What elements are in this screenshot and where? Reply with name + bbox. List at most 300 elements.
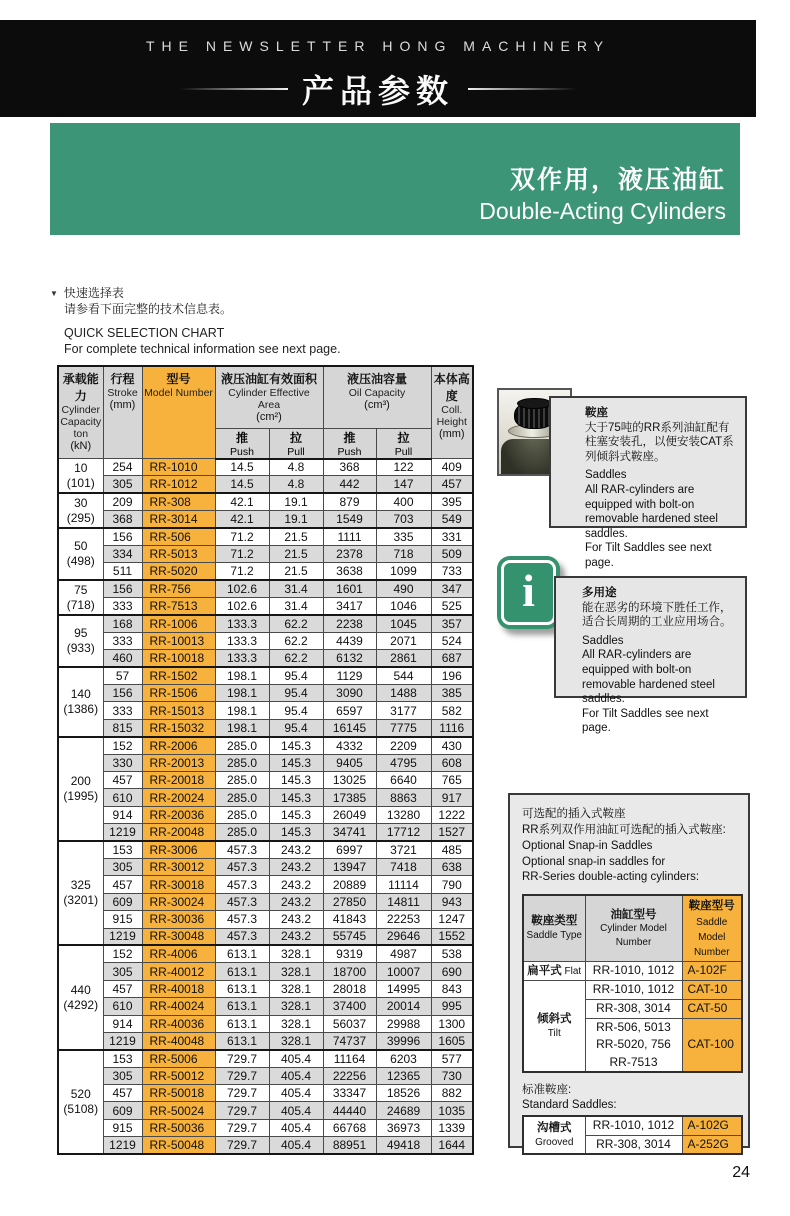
pull-oil-cell: 29646 xyxy=(376,928,431,945)
height-cell: 430 xyxy=(431,737,473,754)
table-row xyxy=(58,511,473,528)
col-header-effective-area: 液压油缸有效面积 Cylinder Effective Area (cm²) xyxy=(215,366,323,428)
pull-area-cell: 145.3 xyxy=(269,754,323,771)
saddle-model-cell: CAT-10 xyxy=(682,981,742,1000)
height-cell: 843 xyxy=(431,980,473,997)
pull-area-cell: 19.1 xyxy=(269,493,323,510)
height-cell: 357 xyxy=(431,615,473,632)
pull-oil-cell: 1488 xyxy=(376,685,431,702)
push-oil-cell: 26049 xyxy=(323,806,376,823)
stroke-cell: 460 xyxy=(103,650,142,667)
pull-area-cell: 145.3 xyxy=(269,824,323,841)
table-row xyxy=(58,667,473,684)
pull-oil-cell: 10007 xyxy=(376,963,431,980)
pull-oil-cell: 4987 xyxy=(376,945,431,962)
pull-oil-cell: 703 xyxy=(376,511,431,528)
height-cell: 790 xyxy=(431,876,473,893)
push-area-cell: 102.6 xyxy=(215,598,269,615)
table-row xyxy=(58,615,473,632)
capacity-cell: 95 (933) xyxy=(58,615,103,667)
model-cell: RR-10013 xyxy=(142,632,215,649)
height-cell: 1247 xyxy=(431,911,473,928)
capacity-cell: 30 (295) xyxy=(58,493,103,528)
pull-oil-cell: 36973 xyxy=(376,1119,431,1136)
model-cell: RR-3014 xyxy=(142,511,215,528)
push-area-cell: 14.5 xyxy=(215,476,269,493)
subheader-area-pull: 拉 Pull xyxy=(269,428,323,459)
push-oil-cell: 37400 xyxy=(323,998,376,1015)
saddle-type-header: 鞍座类型 Saddle Type xyxy=(523,895,585,961)
hero-title-zh: 双作用，液压油缸 xyxy=(509,166,726,194)
model-cell: RR-50036 xyxy=(142,1119,215,1136)
height-cell: 1552 xyxy=(431,928,473,945)
pull-area-cell: 328.1 xyxy=(269,945,323,962)
push-area-cell: 198.1 xyxy=(215,685,269,702)
stroke-cell: 153 xyxy=(103,1050,142,1067)
intro-line-zh: 请参看下面完整的技术信息表。 xyxy=(64,301,233,316)
pull-area-cell: 405.4 xyxy=(269,1137,323,1154)
push-area-cell: 457.3 xyxy=(215,876,269,893)
pull-oil-cell: 4795 xyxy=(376,754,431,771)
saddle-type-cell: 扁平式 Flat xyxy=(523,962,585,981)
standard-saddle-table xyxy=(522,1115,743,1155)
push-oil-cell: 18700 xyxy=(323,963,376,980)
push-oil-cell: 34741 xyxy=(323,824,376,841)
pull-oil-cell: 14811 xyxy=(376,893,431,910)
model-cell: RR-40048 xyxy=(142,1032,215,1049)
stroke-cell: 915 xyxy=(103,1119,142,1136)
table-row xyxy=(58,1119,473,1136)
push-oil-cell: 33347 xyxy=(323,1085,376,1102)
model-cell: RR-2006 xyxy=(142,737,215,754)
table-row xyxy=(58,1137,473,1154)
info-body-zh: 能在恶劣的环境下胜任工作，适合长周期的工业应用场合。 xyxy=(582,601,732,629)
push-area-cell: 285.0 xyxy=(215,824,269,841)
height-cell: 347 xyxy=(431,580,473,597)
stroke-cell: 305 xyxy=(103,858,142,875)
table-row xyxy=(58,632,473,649)
model-cell: RR-506 xyxy=(142,528,215,545)
capacity-cell: 325 (3201) xyxy=(58,841,103,945)
push-area-cell: 729.7 xyxy=(215,1119,269,1136)
table-row xyxy=(58,702,473,719)
push-area-cell: 285.0 xyxy=(215,789,269,806)
pull-area-cell: 405.4 xyxy=(269,1119,323,1136)
saddle-table-row xyxy=(523,981,742,1000)
stroke-cell: 156 xyxy=(103,528,142,545)
newsletter-kicker: THE NEWSLETTER HONG MACHINERY xyxy=(145,38,611,54)
stroke-cell: 305 xyxy=(103,1067,142,1084)
pull-area-cell: 62.2 xyxy=(269,650,323,667)
table-row xyxy=(58,824,473,841)
saddle-model-header: 鞍座型号 Saddle Model Number xyxy=(682,895,742,961)
height-cell: 943 xyxy=(431,893,473,910)
push-oil-cell: 3090 xyxy=(323,685,376,702)
stroke-cell: 168 xyxy=(103,615,142,632)
model-cell: RR-30036 xyxy=(142,911,215,928)
pull-oil-cell: 3177 xyxy=(376,702,431,719)
model-cell: RR-50048 xyxy=(142,1137,215,1154)
push-oil-cell: 6997 xyxy=(323,841,376,858)
model-cell: RR-50012 xyxy=(142,1067,215,1084)
pull-oil-cell: 1099 xyxy=(376,563,431,580)
model-cell: RR-15032 xyxy=(142,719,215,736)
pull-area-cell: 328.1 xyxy=(269,1032,323,1049)
push-oil-cell: 55745 xyxy=(323,928,376,945)
stroke-cell: 915 xyxy=(103,911,142,928)
height-cell: 509 xyxy=(431,545,473,562)
model-cell: RR-20013 xyxy=(142,754,215,771)
pull-oil-cell: 490 xyxy=(376,580,431,597)
push-oil-cell: 41843 xyxy=(323,911,376,928)
intro-bullet-zh: 快速选择表 xyxy=(63,286,124,300)
stroke-cell: 815 xyxy=(103,719,142,736)
pull-area-cell: 95.4 xyxy=(269,685,323,702)
top-banner xyxy=(0,20,756,117)
push-oil-cell: 3638 xyxy=(323,563,376,580)
title-rule-right xyxy=(468,88,576,90)
push-area-cell: 457.3 xyxy=(215,928,269,945)
model-cell: RR-5013 xyxy=(142,545,215,562)
table-row xyxy=(58,998,473,1015)
push-oil-cell: 1601 xyxy=(323,580,376,597)
table-row xyxy=(58,719,473,736)
model-cell: RR-1506 xyxy=(142,685,215,702)
push-area-cell: 457.3 xyxy=(215,858,269,875)
pull-area-cell: 95.4 xyxy=(269,702,323,719)
stroke-cell: 914 xyxy=(103,1015,142,1032)
pull-area-cell: 62.2 xyxy=(269,632,323,649)
push-area-cell: 42.1 xyxy=(215,493,269,510)
push-area-cell: 71.2 xyxy=(215,545,269,562)
push-area-cell: 729.7 xyxy=(215,1137,269,1154)
table-row xyxy=(58,911,473,928)
pull-oil-cell: 6640 xyxy=(376,772,431,789)
height-cell: 765 xyxy=(431,772,473,789)
pull-area-cell: 145.3 xyxy=(269,772,323,789)
intro-title-en: QUICK SELECTION CHART xyxy=(64,325,225,340)
info-body-en: All RAR-cylinders are equipped with bolt-on removable hardened steel saddles. xyxy=(582,649,715,706)
subheader-area-push: 推 Push xyxy=(215,428,269,459)
model-cell: RR-756 xyxy=(142,580,215,597)
pull-area-cell: 328.1 xyxy=(269,963,323,980)
stroke-cell: 1219 xyxy=(103,928,142,945)
pull-oil-cell: 3721 xyxy=(376,841,431,858)
table-row xyxy=(58,1032,473,1049)
height-cell: 1605 xyxy=(431,1032,473,1049)
push-area-cell: 285.0 xyxy=(215,806,269,823)
pull-area-cell: 21.5 xyxy=(269,545,323,562)
pull-oil-cell: 39996 xyxy=(376,1032,431,1049)
pull-oil-cell: 29988 xyxy=(376,1015,431,1032)
capacity-cell: 140 (1386) xyxy=(58,667,103,737)
height-cell: 1222 xyxy=(431,806,473,823)
col-header-height: 本体高度 Coll. Height (mm) xyxy=(431,366,473,459)
height-cell: 196 xyxy=(431,667,473,684)
table-row xyxy=(58,1102,473,1119)
saddles-title-zh: 鞍座 xyxy=(585,407,608,419)
capacity-cell: 200 (1995) xyxy=(58,737,103,841)
pull-oil-cell: 17712 xyxy=(376,824,431,841)
table-row xyxy=(58,980,473,997)
push-area-cell: 71.2 xyxy=(215,528,269,545)
stroke-cell: 333 xyxy=(103,702,142,719)
pull-oil-cell: 8863 xyxy=(376,789,431,806)
pull-oil-cell: 147 xyxy=(376,476,431,493)
pull-area-cell: 243.2 xyxy=(269,911,323,928)
model-cell: RR-20036 xyxy=(142,806,215,823)
pull-area-cell: 243.2 xyxy=(269,928,323,945)
table-row xyxy=(58,1085,473,1102)
subheader-oil-pull: 拉 Pull xyxy=(376,428,431,459)
pull-oil-cell: 24689 xyxy=(376,1102,431,1119)
pull-oil-cell: 7418 xyxy=(376,858,431,875)
stroke-cell: 609 xyxy=(103,893,142,910)
pull-oil-cell: 13280 xyxy=(376,806,431,823)
subheader-oil-push: 推 Push xyxy=(323,428,376,459)
height-cell: 549 xyxy=(431,511,473,528)
stroke-cell: 152 xyxy=(103,737,142,754)
pull-area-cell: 21.5 xyxy=(269,528,323,545)
model-cell: RR-1010 xyxy=(142,459,215,476)
model-cell: RR-40036 xyxy=(142,1015,215,1032)
pull-area-cell: 31.4 xyxy=(269,580,323,597)
push-oil-cell: 28018 xyxy=(323,980,376,997)
stroke-cell: 333 xyxy=(103,632,142,649)
table-row xyxy=(58,1015,473,1032)
info-title-zh: 多用途 xyxy=(582,587,617,599)
table-row xyxy=(58,598,473,615)
push-area-cell: 14.5 xyxy=(215,459,269,476)
push-area-cell: 613.1 xyxy=(215,963,269,980)
pull-oil-cell: 11114 xyxy=(376,876,431,893)
stroke-cell: 610 xyxy=(103,789,142,806)
pull-area-cell: 95.4 xyxy=(269,667,323,684)
capacity-cell: 75 (718) xyxy=(58,580,103,615)
stroke-cell: 254 xyxy=(103,459,142,476)
stroke-cell: 368 xyxy=(103,511,142,528)
height-cell: 1300 xyxy=(431,1015,473,1032)
pull-oil-cell: 6203 xyxy=(376,1050,431,1067)
panel-optional-saddles xyxy=(508,793,750,1151)
push-oil-cell: 88951 xyxy=(323,1137,376,1154)
info-note-en: For Tilt Saddles see next page. xyxy=(582,707,709,735)
pull-area-cell: 328.1 xyxy=(269,998,323,1015)
pull-oil-cell: 2861 xyxy=(376,650,431,667)
push-area-cell: 133.3 xyxy=(215,615,269,632)
standard-saddle-body xyxy=(523,1116,742,1154)
pull-area-cell: 328.1 xyxy=(269,1015,323,1032)
model-cell: RR-30048 xyxy=(142,928,215,945)
stroke-cell: 305 xyxy=(103,963,142,980)
pull-area-cell: 19.1 xyxy=(269,511,323,528)
hero-title-en: Double-Acting Cylinders xyxy=(479,198,726,224)
info-icon: i xyxy=(497,556,560,629)
title-rule-left xyxy=(180,88,288,90)
push-oil-cell: 27850 xyxy=(323,893,376,910)
snap-in-saddle-body xyxy=(523,962,742,1073)
stroke-cell: 457 xyxy=(103,772,142,789)
height-cell: 524 xyxy=(431,632,473,649)
model-cell: RR-20048 xyxy=(142,824,215,841)
table-row xyxy=(58,528,473,545)
table-row xyxy=(58,893,473,910)
stroke-cell: 1219 xyxy=(103,1032,142,1049)
saddle-table-row xyxy=(523,1116,742,1135)
stroke-cell: 333 xyxy=(103,598,142,615)
intro-line-en: For complete technical information see next page. xyxy=(64,342,341,357)
table-row xyxy=(58,963,473,980)
height-cell: 687 xyxy=(431,650,473,667)
pull-oil-cell: 335 xyxy=(376,528,431,545)
table-row xyxy=(58,459,473,476)
saddle-model-cell: A-102F xyxy=(682,962,742,981)
push-oil-cell: 17385 xyxy=(323,789,376,806)
table-row xyxy=(58,806,473,823)
stroke-cell: 305 xyxy=(103,476,142,493)
height-cell: 1527 xyxy=(431,824,473,841)
pull-area-cell: 405.4 xyxy=(269,1085,323,1102)
table-row xyxy=(58,772,473,789)
pull-area-cell: 62.2 xyxy=(269,615,323,632)
push-oil-cell: 16145 xyxy=(323,719,376,736)
pull-oil-cell: 18526 xyxy=(376,1085,431,1102)
section-hero xyxy=(50,123,740,235)
push-area-cell: 71.2 xyxy=(215,563,269,580)
push-area-cell: 102.6 xyxy=(215,580,269,597)
saddle-model-cell: CAT-50 xyxy=(682,1000,742,1019)
table-row xyxy=(58,789,473,806)
stroke-cell: 153 xyxy=(103,841,142,858)
capacity-cell: 440 (4292) xyxy=(58,945,103,1049)
cylinder-model-header: 油缸型号 Cylinder Model Number xyxy=(585,895,682,961)
pull-area-cell: 95.4 xyxy=(269,719,323,736)
push-area-cell: 133.3 xyxy=(215,650,269,667)
col-header-stroke: 行程 Stroke (mm) xyxy=(103,366,142,459)
optional-subtitle-en1: Optional snap-in saddles for xyxy=(522,855,666,868)
optional-subtitle-en2: RR-Series double-acting cylinders: xyxy=(522,871,700,884)
pull-area-cell: 4.8 xyxy=(269,459,323,476)
push-area-cell: 729.7 xyxy=(215,1102,269,1119)
pull-area-cell: 243.2 xyxy=(269,841,323,858)
pull-oil-cell: 2209 xyxy=(376,737,431,754)
model-cell: RR-50018 xyxy=(142,1085,215,1102)
stroke-cell: 457 xyxy=(103,876,142,893)
push-area-cell: 613.1 xyxy=(215,998,269,1015)
info-title-en: Saddles xyxy=(582,634,624,647)
snap-in-saddle-table xyxy=(522,894,743,1073)
push-area-cell: 198.1 xyxy=(215,719,269,736)
stroke-cell: 156 xyxy=(103,580,142,597)
cylinder-models-cell: RR-308, 3014 xyxy=(585,1000,682,1019)
table-row xyxy=(58,876,473,893)
panel-versatility xyxy=(554,576,747,735)
height-cell: 733 xyxy=(431,563,473,580)
push-area-cell: 285.0 xyxy=(215,754,269,771)
table-row xyxy=(58,1067,473,1084)
model-cell: RR-3006 xyxy=(142,841,215,858)
saddles-body-zh: 大于75吨的RR系列油缸配有柱塞安装孔，以便安装CAT系列倾斜式鞍座。 xyxy=(585,421,734,463)
push-area-cell: 457.3 xyxy=(215,893,269,910)
col-header-oil-capacity: 液压油容量 Oil Capacity (cm³) xyxy=(323,366,431,428)
table-row xyxy=(58,476,473,493)
pull-oil-cell: 12365 xyxy=(376,1067,431,1084)
stroke-cell: 209 xyxy=(103,493,142,510)
height-cell: 608 xyxy=(431,754,473,771)
table-row xyxy=(58,754,473,771)
push-area-cell: 42.1 xyxy=(215,511,269,528)
height-cell: 538 xyxy=(431,945,473,962)
stroke-cell: 610 xyxy=(103,998,142,1015)
stroke-cell: 1219 xyxy=(103,824,142,841)
push-area-cell: 285.0 xyxy=(215,772,269,789)
table-row xyxy=(58,563,473,580)
push-oil-cell: 1549 xyxy=(323,511,376,528)
standard-saddles-label-zh: 标准鞍座: xyxy=(522,1084,572,1097)
pull-oil-cell: 7775 xyxy=(376,719,431,736)
push-oil-cell: 9405 xyxy=(323,754,376,771)
pull-oil-cell: 1046 xyxy=(376,598,431,615)
pull-oil-cell: 122 xyxy=(376,459,431,476)
table-row xyxy=(58,685,473,702)
height-cell: 331 xyxy=(431,528,473,545)
push-oil-cell: 9319 xyxy=(323,945,376,962)
push-oil-cell: 11164 xyxy=(323,1050,376,1067)
stroke-cell: 334 xyxy=(103,545,142,562)
push-area-cell: 729.7 xyxy=(215,1085,269,1102)
push-oil-cell: 442 xyxy=(323,476,376,493)
push-area-cell: 198.1 xyxy=(215,702,269,719)
push-oil-cell: 6132 xyxy=(323,650,376,667)
table-row xyxy=(58,858,473,875)
stroke-cell: 457 xyxy=(103,980,142,997)
model-cell: RR-10018 xyxy=(142,650,215,667)
model-cell: RR-20024 xyxy=(142,789,215,806)
pull-oil-cell: 20014 xyxy=(376,998,431,1015)
push-area-cell: 729.7 xyxy=(215,1050,269,1067)
stroke-cell: 609 xyxy=(103,1102,142,1119)
capacity-cell: 10 (101) xyxy=(58,459,103,494)
height-cell: 917 xyxy=(431,789,473,806)
table-row xyxy=(58,650,473,667)
push-area-cell: 613.1 xyxy=(215,980,269,997)
saddles-body-en: All RAR-cylinders are equipped with bolt-on removable hardened steel saddles. xyxy=(585,483,718,540)
height-cell: 730 xyxy=(431,1067,473,1084)
push-area-cell: 457.3 xyxy=(215,841,269,858)
height-cell: 395 xyxy=(431,493,473,510)
push-oil-cell: 44440 xyxy=(323,1102,376,1119)
capacity-cell: 50 (498) xyxy=(58,528,103,580)
push-oil-cell: 1111 xyxy=(323,528,376,545)
push-oil-cell: 74737 xyxy=(323,1032,376,1049)
push-area-cell: 457.3 xyxy=(215,911,269,928)
push-oil-cell: 22256 xyxy=(323,1067,376,1084)
push-area-cell: 133.3 xyxy=(215,632,269,649)
standard-saddles-label-en: Standard Saddles: xyxy=(522,1099,617,1112)
model-cell: RR-40012 xyxy=(142,963,215,980)
pull-area-cell: 243.2 xyxy=(269,876,323,893)
table-row xyxy=(58,841,473,858)
saddle-type-cell: 倾斜式 Tilt xyxy=(523,981,585,1073)
saddle-model-cell: CAT-100 xyxy=(682,1019,742,1073)
stroke-cell: 156 xyxy=(103,685,142,702)
cylinder-models-cell: RR-1010, 1012 xyxy=(585,962,682,981)
pull-area-cell: 31.4 xyxy=(269,598,323,615)
saddles-title-en: Saddles xyxy=(585,469,627,482)
push-oil-cell: 66768 xyxy=(323,1119,376,1136)
col-header-capacity: 承载能力 Cylinder Capacity ton (kN) xyxy=(58,366,103,459)
stroke-cell: 511 xyxy=(103,563,142,580)
